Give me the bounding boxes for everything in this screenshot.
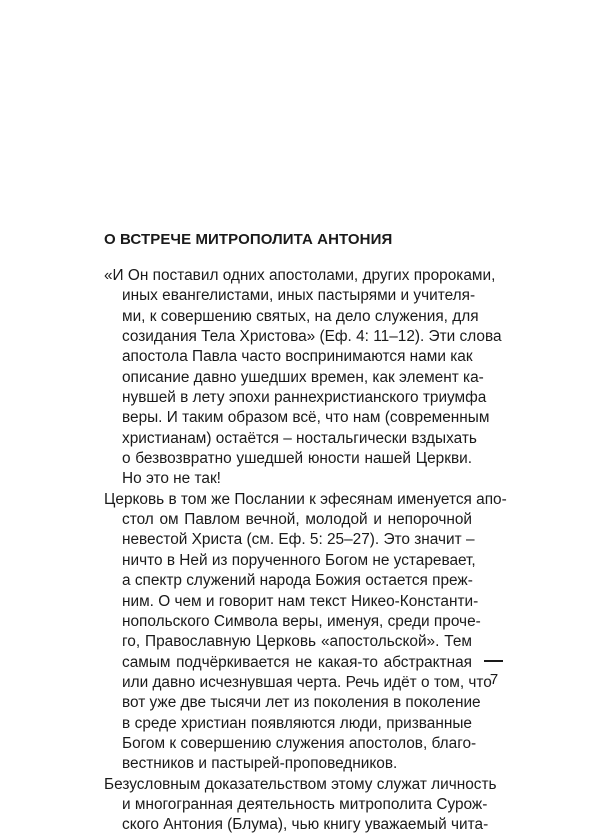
paragraph-2 <box>104 490 507 775</box>
text-line: апостола Павла часто воспринимаются нами как <box>122 348 473 366</box>
text-line: а спектр служений народа Божия остается преж- <box>122 572 473 590</box>
text-line: «И Он поставил одних апостолами, других пророками, <box>104 267 496 284</box>
text-line: ним. О чем и говорит нам текст Никео-Константи- <box>122 592 479 610</box>
paragraph-3 <box>104 775 497 836</box>
text-line: Безусловным доказательством этому служат личность <box>104 775 497 793</box>
text-line: ми, к совершению святых, на дело служения, для <box>122 307 479 325</box>
text-line: и многогранная деятельность митрополита Сурож- <box>122 795 488 813</box>
page-number: 7 <box>489 671 499 688</box>
text-line: в среде христиан появляются люди, призванные <box>122 714 472 732</box>
body-text <box>104 266 507 836</box>
text-line: или давно исчезнувшая черта. Речь идёт о том, что <box>122 673 492 691</box>
chapter-title: О ВСТРЕЧЕ МИТРОПОЛИТА АНТОНИЯ <box>104 231 393 248</box>
text-line: го, Православную Церковь «апостольской». Тем <box>122 633 472 651</box>
text-line: описание давно ушедших времен, как элемент ка- <box>122 368 484 386</box>
text-line: невестой Христа (см. Еф. 5: 25–27). Это значит – <box>122 531 475 549</box>
text-line: веры. И таким образом всё, что нам (современным <box>122 409 490 427</box>
text-line: иных евангелистами, иных пастырями и учителя- <box>122 287 476 305</box>
text-line: созидания Тела Христова» (Еф. 4: 11–12). Эти слова <box>122 328 502 346</box>
text-line: христианам) остаётся – ностальгически вздыхать <box>122 429 477 447</box>
text-line: Церковь в том же Послании к эфесянам именуется апо- <box>104 490 507 508</box>
paragraph-1 <box>104 266 502 490</box>
text-line: вестников и пастырей-проповедников. <box>122 755 398 773</box>
text-line: о безвозвратно ушедшей юности нашей Церкви. <box>122 450 472 468</box>
text-line: ничто в Ней из порученного Богом не устаревает, <box>122 551 476 569</box>
text-line: стол ом Павлом вечной, молодой и непорочной <box>122 511 472 529</box>
text-line: Богом к совершению служения апостолов, благо- <box>122 734 477 752</box>
text-line: Но это не так! <box>122 470 221 488</box>
text-line: нопольского Символа веры, именуя, среди проче- <box>122 612 481 630</box>
text-line: ского Антония (Блума), чью книгу уважаемый чита- <box>122 816 489 834</box>
text-line: вот уже две тысячи лет из поколения в поколение <box>122 694 481 712</box>
text-line: нувшей в лету эпохи раннехристианского триумфа <box>122 389 487 407</box>
text-line: самым подчёркивается не какая-то абстрактная <box>122 653 472 671</box>
page-number-rule <box>484 660 503 662</box>
